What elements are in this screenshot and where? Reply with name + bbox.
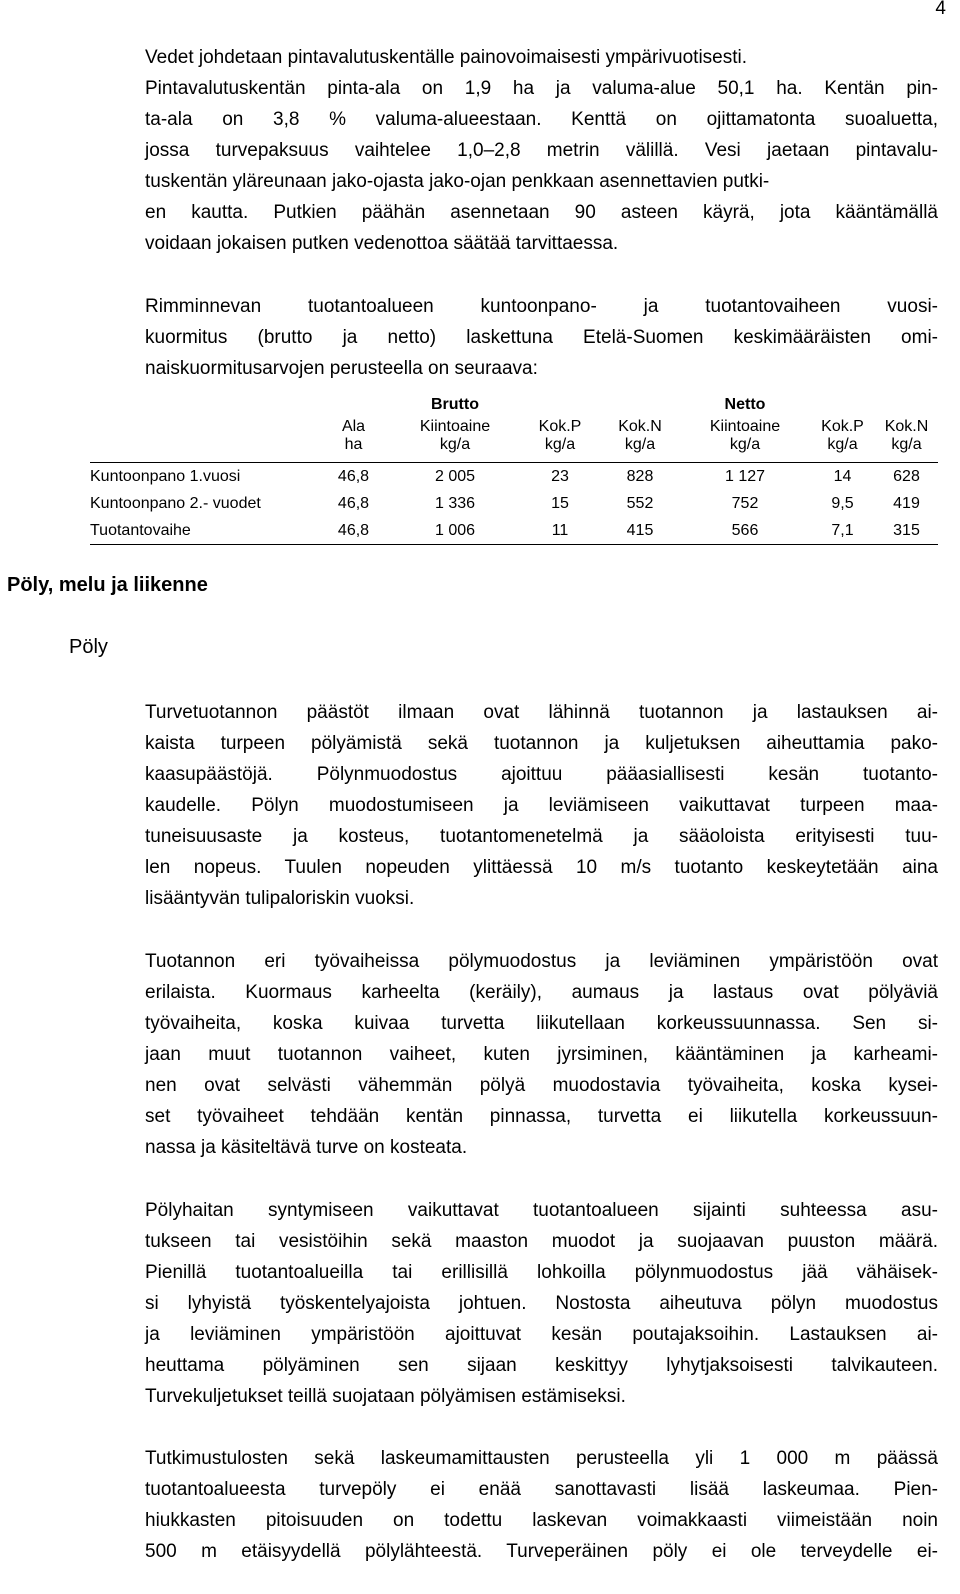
text-line: Tutkimustulosten sekä laskeumamittausten perusteella yli 1 000 m päässä: [145, 1448, 938, 1469]
text-line: kaudelle. Pölyn muodostumiseen ja leviämiseen vaikuttavat turpeen maa-: [145, 795, 938, 816]
text-line: naiskuormitusarvojen perusteella on seuraava:: [145, 358, 538, 379]
row-label: Tuotantovaihe: [90, 517, 317, 545]
text-line: lisääntyvän tulipaloriskin vuoksi.: [145, 888, 415, 909]
text-line: Pienillä tuotantoalueilla tai erillisillä lohkoilla pölynmuodostus jää vähäisek-: [145, 1262, 938, 1283]
row-label: Kuntoonpano 2.- vuodet: [90, 494, 261, 512]
text-line: 500 m etäisyydellä pölylähteestä. Turveperäinen pöly ei ole terveydelle ei-: [145, 1541, 938, 1562]
brutto-group-header: Brutto: [431, 396, 479, 413]
text-line: Pintavalutuskentän pinta-ala on 1,9 ha ja valuma-alue 50,1 ha. Kentän pin-: [145, 78, 938, 99]
column-header: Kok.P: [538, 418, 582, 435]
column-header: Kok.N: [884, 418, 929, 435]
unit-header: kg/a: [390, 436, 520, 463]
unit-header: kg/a: [680, 436, 810, 463]
text-line: Turvekuljetukset teillä suojataan pölyämisen estämiseksi.: [145, 1386, 626, 1407]
dust-paragraph-4: [145, 1443, 938, 1567]
text-line: si lyhyistä työskentelyajoista johtuen. Nostosta aiheutuva pölyn muodostus: [145, 1293, 938, 1314]
table-cell: 15: [551, 494, 569, 512]
text-line: jaan muut tuotannon vaiheet, kuten jyrsiminen, kääntäminen ja karheami-: [145, 1044, 938, 1065]
text-line: ta-ala on 3,8 % valuma-alueestaan. Kenttä on ojittamatonta suoaluetta,: [145, 109, 938, 130]
dust-paragraph-2: [145, 946, 938, 1163]
text-line: Rimminnevan tuotantoalueen kuntoonpano- ja tuotantovaiheen vuosi-: [145, 296, 938, 317]
intro-paragraph: [145, 42, 938, 259]
text-line: hiukkasten pitoisuuden on todettu laskevan voimakkaasti viimeistään noin: [145, 1510, 938, 1531]
text-line: Pölyhaitan syntymiseen vaikuttavat tuotantoalueen sijainti suhteessa asu-: [145, 1200, 938, 1221]
unit-header: kg/a: [600, 436, 680, 463]
table-cell: 415: [600, 517, 680, 545]
dust-paragraph-1: [145, 697, 938, 914]
section-heading: Pöly, melu ja liikenne: [7, 574, 208, 596]
table-cell: 14: [833, 467, 852, 485]
text-line: voidaan jokaisen putken vedenottoa säätää tarvittaessa.: [145, 233, 619, 254]
table-cell: 11: [520, 517, 600, 545]
table-cell: 566: [680, 517, 810, 545]
table-cell: 1 006: [390, 517, 520, 545]
table-intro-paragraph: [145, 291, 938, 384]
table-cell: 2 005: [434, 467, 476, 485]
table-cell: 46,8: [337, 467, 370, 485]
text-line: kuormitus (brutto ja netto) laskettuna Etelä-Suomen keskimääräisten omi-: [145, 327, 938, 348]
column-header: Kiintoaine: [419, 418, 491, 435]
text-line: työvaiheita, koska kuivaa turvetta liikutellaan korkeussuunnassa. Sen si-: [145, 1013, 938, 1034]
text-line: erilaista. Kuormaus karheelta (keräily), aumaus ja lastaus ovat pölyäviä: [145, 982, 938, 1003]
text-line: nassa ja käsiteltävä turve on kosteata.: [145, 1137, 468, 1158]
table-cell: 23: [551, 467, 569, 485]
text-line: len nopeus. Tuulen nopeuden ylittäessä 10 m/s tuotanto keskeytetään aina: [145, 857, 938, 878]
text-line: set työvaiheet tehdään kentän pinnassa, turvetta ei liikutella korkeussuun-: [145, 1106, 938, 1127]
table-cell: 419: [893, 494, 920, 512]
unit-header: ha: [317, 436, 390, 463]
text-line: Tuotannon eri työvaiheissa pölymuodostus ja leviäminen ympäristöön ovat: [145, 951, 938, 972]
text-line: Vedet johdetaan pintavalutuskentälle painovoimaisesti ympärivuotisesti.: [145, 47, 748, 68]
subsection-heading: Pöly: [69, 636, 108, 658]
table-cell: 46,8: [337, 494, 370, 512]
table-cell: 552: [626, 494, 654, 512]
table-column-header-row: [90, 414, 938, 436]
column-header: Kok.P: [821, 418, 864, 435]
table-cell: 7,1: [810, 517, 875, 545]
text-line: Turvetuotannon päästöt ilmaan ovat lähinnä tuotannon ja lastauksen ai-: [145, 702, 938, 723]
table-cell: 828: [626, 467, 654, 485]
text-line: heuttama pölyäminen sen sijaan keskittyy lyhytjaksoisesti talvikauteen.: [145, 1355, 938, 1376]
text-line: ja leviäminen ympäristöön ajoittuvat kesän poutajaksoihin. Lastauksen ai-: [145, 1324, 938, 1345]
table-group-header-row: [90, 388, 938, 414]
text-line: tuskentän yläreunaan jako-ojasta jako-ojan penkkaan asennettavien putki-: [145, 171, 770, 192]
text-line: kaasupäästöjä. Pölynmuodostus ajoittuu pääasiallisesti kesän tuotanto-: [145, 764, 938, 785]
text-line: en kautta. Putkien päähän asennetaan 90 asteen käyrä, jota kääntämällä: [145, 202, 938, 223]
dust-paragraph-3: [145, 1195, 938, 1412]
unit-header: kg/a: [810, 436, 875, 463]
load-table: [90, 388, 938, 545]
page-number: 4: [935, 0, 946, 19]
unit-header: kg/a: [520, 436, 600, 463]
table-cell: 315: [875, 517, 938, 545]
row-label: Kuntoonpano 1.vuosi: [90, 467, 241, 485]
table-row: [90, 490, 938, 517]
table-cell: 1 336: [434, 494, 476, 512]
table-cell: 9,5: [831, 494, 854, 512]
table-cell: 46,8: [317, 517, 390, 545]
column-header: Ala: [341, 418, 366, 435]
table-unit-header-row: [90, 436, 938, 463]
table-row: [90, 517, 938, 545]
text-line: tukseen tai vesistöihin sekä maaston muodot ja suojaavan puuston määrä.: [145, 1231, 938, 1252]
netto-group-header: Netto: [724, 396, 766, 413]
table-row: [90, 463, 938, 491]
text-line: jossa turvepaksuus vaihtelee 1,0–2,8 metrin välillä. Vesi jaetaan pintavalu-: [145, 140, 938, 161]
table-cell: 1 127: [724, 467, 766, 485]
column-header: Kiintoaine: [709, 418, 781, 435]
table-cell: 628: [893, 467, 920, 485]
unit-header: kg/a: [875, 436, 938, 463]
text-line: kaista turpeen pölyämistä sekä tuotannon ja kuljetuksen aiheuttamia pako-: [145, 733, 938, 754]
text-line: tuotantoalueesta turvepöly ei enää sanottavasti lisää laskeumaa. Pien-: [145, 1479, 938, 1500]
column-header: Kok.N: [618, 418, 662, 435]
text-line: tuneisuusaste ja kosteus, tuotantomenetelmä ja sääoloista erityisesti tuu-: [145, 826, 938, 847]
table-cell: 752: [731, 494, 759, 512]
text-line: nen ovat selvästi vähemmän pölyä muodostavia työvaiheita, koska kysei-: [145, 1075, 938, 1096]
